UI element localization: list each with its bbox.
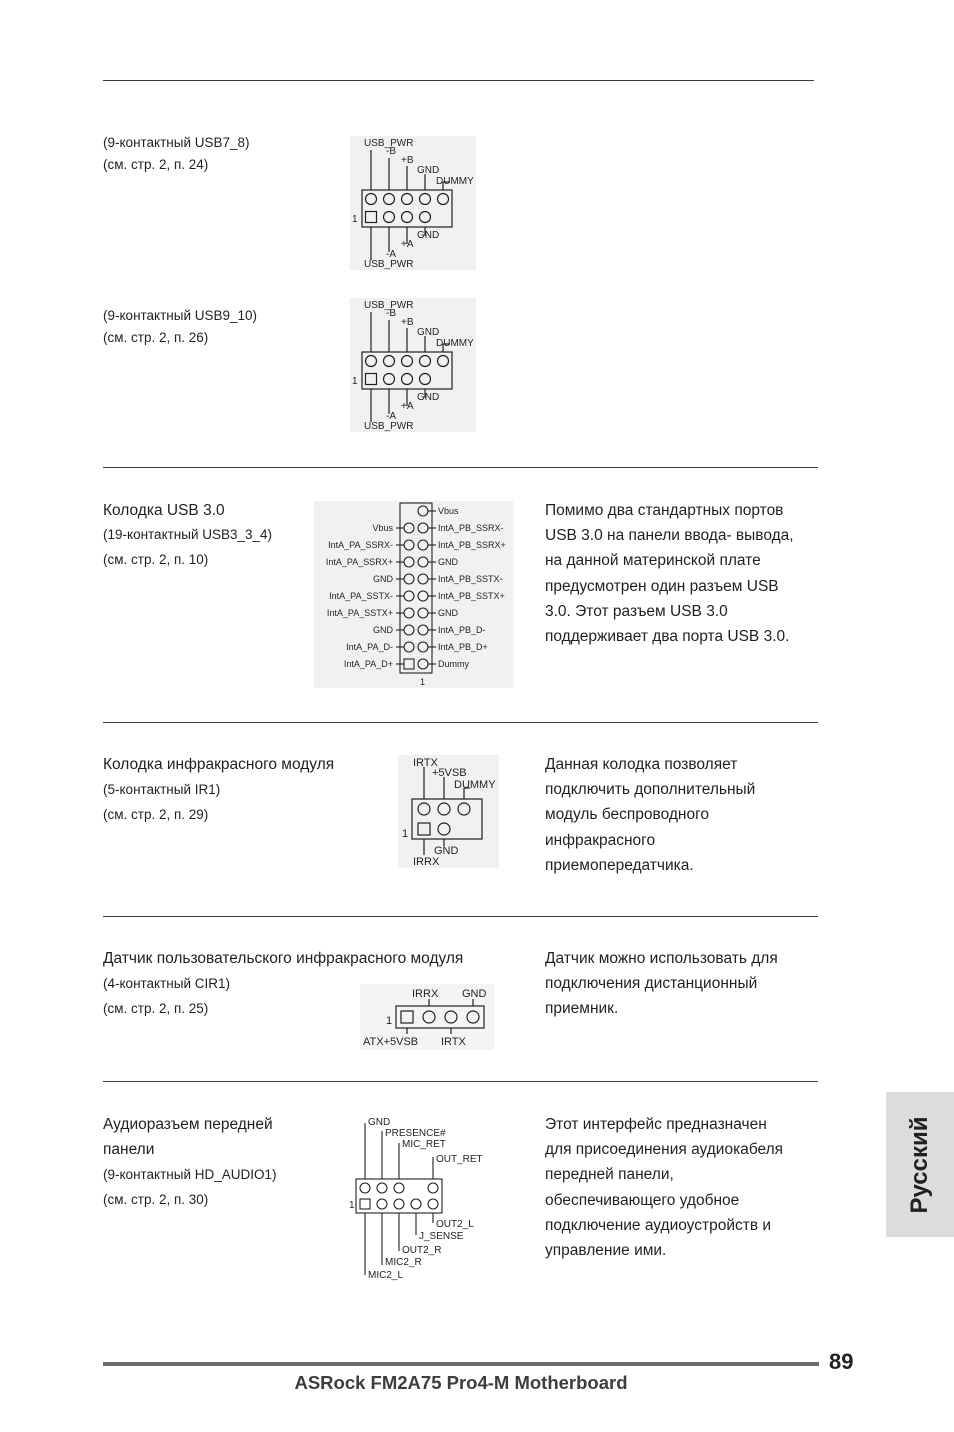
language-tab-label: Русский [906, 1116, 933, 1213]
cir-pins: (4-контактный CIR1) [103, 976, 231, 991]
usb78-lbl-minus-a: -A [386, 249, 396, 260]
usb3-r0: Vbus [438, 506, 459, 516]
cir-pin1: 1 [386, 1015, 393, 1027]
usb910-pins: (9-контактный USB9_10) [103, 308, 258, 323]
usb78-lbl-plus-b: +B [401, 155, 414, 166]
footer-title: ASRock FM2A75 Pro4-M Motherboard [294, 1372, 628, 1393]
usb3-l6: GND [373, 625, 393, 635]
ir-lbl-gnd: GND [434, 845, 459, 857]
ir-lbl-5vsb: +5VSB [432, 767, 467, 779]
usb910-lbl-minus-b: -B [386, 308, 396, 319]
cir-desc-line: подключения дистанционный [545, 975, 758, 993]
usb78-lbl-gnd-b: GND [417, 230, 440, 241]
usb3-l8: IntA_PA_D+ [343, 659, 393, 669]
ir-desc-line: Данная колодка позволяет [545, 756, 738, 773]
top-rule [103, 80, 814, 81]
ir-lbl-dummy: DUMMY [454, 779, 496, 791]
ir-pins: (5-контактный IR1) [103, 782, 221, 797]
ir-lbl-irtx: IRTX [413, 757, 438, 769]
cir-title: Датчик пользовательского инфракрасного модуля [103, 950, 464, 967]
usb910-lbl-gnd-b: GND [417, 392, 440, 403]
audio-lbl-presence: PRESENCE# [385, 1128, 446, 1139]
usb910-lbl-plus-a: +A [401, 401, 414, 412]
ir-ref: (см. стр. 2, п. 29) [103, 807, 209, 822]
audio-lbl-outret: OUT_RET [436, 1154, 483, 1165]
cir-desc-line: приемник. [545, 1000, 619, 1018]
usb3-r4: IntA_PB_SSTX- [438, 574, 503, 584]
usb3-l7: IntA_PA_D- [346, 642, 393, 652]
usb3-r6: GND [438, 608, 458, 618]
audio-lbl-mic2r: MIC2_R [385, 1257, 422, 1268]
audio-pin1: 1 [349, 1200, 355, 1211]
ir-desc-line: подключить дополнительный [545, 781, 756, 799]
ir-desc-line: инфракрасного [545, 831, 656, 849]
usb910-lbl-plus-b: +B [401, 317, 414, 328]
usb3-diagram [314, 501, 513, 688]
usb3-desc-line: на данной материнской плате [545, 552, 761, 570]
cir-desc-line: Датчик можно использовать для [545, 950, 778, 967]
cir-ref: (см. стр. 2, п. 25) [103, 1001, 209, 1016]
usb3-r5: IntA_PB_SSTX+ [438, 591, 505, 601]
audio-diagram [348, 1115, 484, 1283]
usb78-diagram [350, 136, 476, 270]
divider-cir [103, 916, 818, 917]
usb78-lbl-usbpwr: USB_PWR [364, 138, 414, 149]
usb910-diagram [350, 298, 476, 432]
audio-lbl-gnd: GND [368, 1117, 391, 1128]
usb78-lbl-dummy: DUMMY [436, 176, 474, 187]
usb3-pin1: 1 [420, 677, 426, 687]
usb78-pins: (9-контактный USB7_8) [103, 135, 250, 150]
usb78-pin1: 1 [352, 214, 358, 225]
audio-lbl-micret: MIC_RET [402, 1139, 446, 1150]
usb3-r9: Dummy [438, 659, 469, 669]
footer-bar [103, 1362, 819, 1366]
usb910-lbl-gnd: GND [417, 327, 440, 338]
usb3-description [545, 498, 794, 649]
ir-desc-line: модуль беспроводного [545, 806, 710, 824]
audio-lbl-mic2l: MIC2_L [368, 1270, 404, 1281]
usb3-l4: IntA_PA_SSTX- [329, 591, 393, 601]
usb910-lbl-minus-a: -A [386, 411, 396, 422]
usb910-lbl-usbpwr-b: USB_PWR [364, 421, 414, 432]
usb3-title: Колодка USB 3.0 [103, 502, 225, 519]
usb3-r3: GND [438, 557, 458, 567]
cir-lbl-5vsb: ATX+5VSB [363, 1036, 419, 1048]
ir-title: Колодка инфракрасного модуля [103, 756, 335, 773]
audio-title-line2: панели [103, 1141, 155, 1158]
usb3-ref: (см. стр. 2, п. 10) [103, 552, 209, 567]
usb78-lbl-usbpwr-b: USB_PWR [364, 259, 414, 270]
audio-desc-line: Этот интерфейс предназначен [545, 1116, 767, 1133]
audio-description [545, 1112, 783, 1263]
usb910-ref: (см. стр. 2, п. 26) [103, 330, 209, 345]
audio-desc-line: подключение аудиоустройств и [545, 1216, 772, 1234]
usb3-r7: IntA_PB_D- [438, 625, 486, 635]
page-number: 89 [829, 1349, 854, 1374]
audio-pins: (9-контактный HD_AUDIO1) [103, 1167, 277, 1182]
audio-ref: (см. стр. 2, п. 30) [103, 1192, 209, 1207]
usb3-l0: Vbus [372, 523, 393, 533]
ir-pin1: 1 [402, 828, 409, 840]
divider-ir [103, 722, 818, 723]
usb3-desc-line: поддерживает два порта USB 3.0. [545, 628, 790, 646]
cir-lbl-irtx: IRTX [441, 1036, 466, 1048]
usb3-pins: (19-контактный USB3_3_4) [103, 527, 273, 542]
usb3-l2: IntA_PA_SSRX+ [325, 557, 393, 567]
cir-lbl-irrx: IRRX [412, 988, 439, 1000]
usb3-desc-line: Помимо два стандартных портов [545, 502, 784, 519]
audio-title-line1: Аудиоразъем передней [103, 1116, 273, 1133]
usb78-lbl-minus-b: -B [386, 146, 396, 157]
audio-lbl-out2l: OUT2_L [436, 1219, 474, 1230]
ir-description [545, 752, 755, 878]
usb78-ref: (см. стр. 2, п. 24) [103, 157, 209, 172]
usb3-l3: GND [373, 574, 393, 584]
usb78-lbl-plus-a: +A [401, 239, 414, 250]
cir-lbl-gnd: GND [462, 988, 487, 1000]
usb3-l1: IntA_PA_SSRX- [328, 540, 393, 550]
usb3-r1: IntA_PB_SSRX- [438, 523, 504, 533]
ir-desc-line: приемопередатчика. [545, 856, 694, 874]
audio-desc-line: передней панели, [545, 1166, 674, 1184]
ir-diagram [398, 755, 499, 868]
cir-diagram [360, 984, 494, 1050]
divider-usb3 [103, 467, 818, 468]
divider-audio [103, 1081, 818, 1082]
usb3-desc-line: предусмотрен один разъем USB [545, 577, 779, 595]
audio-desc-line: обеспечивающего удобное [545, 1191, 740, 1209]
cir-description [545, 946, 778, 1022]
usb910-pin1: 1 [352, 376, 358, 387]
usb3-desc-line: 3.0. Этот разъем USB 3.0 [545, 602, 728, 620]
audio-lbl-out2r: OUT2_R [402, 1245, 442, 1256]
usb910-lbl-dummy: DUMMY [436, 338, 474, 349]
audio-lbl-jsense: J_SENSE [419, 1231, 464, 1242]
usb3-l5: IntA_PA_SSTX+ [326, 608, 393, 618]
ir-lbl-irrx: IRRX [413, 856, 440, 868]
usb910-lbl-usbpwr: USB_PWR [364, 300, 414, 311]
language-tab [886, 1092, 954, 1237]
audio-desc-line: для присоединения аудиокабеля [545, 1141, 784, 1159]
usb3-desc-line: USB 3.0 на панели ввода- вывода, [545, 527, 794, 545]
usb3-r2: IntA_PB_SSRX+ [438, 540, 506, 550]
usb3-r8: IntA_PB_D+ [438, 642, 488, 652]
audio-desc-line: управление ими. [545, 1242, 667, 1260]
usb78-lbl-gnd: GND [417, 165, 440, 176]
